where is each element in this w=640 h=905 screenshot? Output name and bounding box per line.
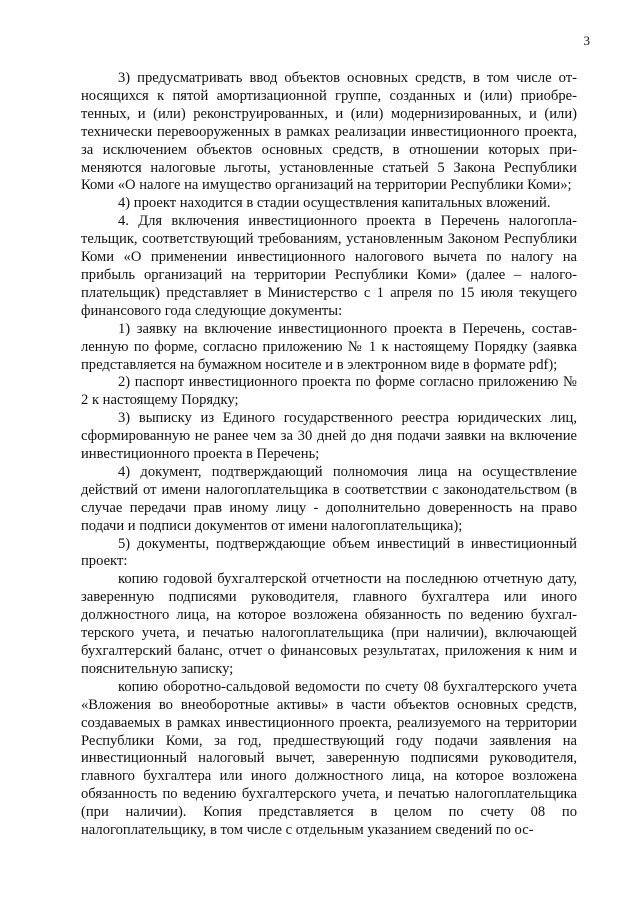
paragraph-turnover-sheet: копию оборотно-сальдовой ведомости по счету 08 бухгалтерского учета «Вложения во внеоборотные активы» в части объектов основных средств, создаваемых в рамках инвестиционного проекта, реализуемого на территории Республики Коми, за год, предшествующий году подачи заявления на инвестиционный налоговый вычет, заверенную подписями руководителя, главного бухгалтера или иного должностного лица, на которое возложена обязанность по ведению бухгалтерского учета, и печатью налогоплательщика (при наличии). Копия представляется в целом по счету 08 по налогоплательщику, в том числе с отдельным указанием сведений по ос- [81, 678, 577, 839]
paragraph-doc-1: 1) заявку на включение инвестиционного проекта в Перечень, составленную по форме, согласно приложению № 1 к настоящему Порядку (заявка представляется на бумажном носителе и в электронном виде в формате pdf); [81, 320, 577, 373]
paragraph-doc-4: 4) документ, подтверждающий полномочия лица на осуществление действий от имени налогоплательщика в соответствии с законодательством (в случае передачи прав иному лицу - дополнительно доверенность на право подачи и подписи документов от имени налогоплательщика); [81, 463, 577, 534]
paragraph-section-4: 4. Для включения инвестиционного проекта в Перечень налогоплательщик, соответствующий требованиям, установленным Законом Республики Коми «О применении инвестиционного налогового вычета по налогу на прибыль организаций на территории Республики Коми» (далее – налогоплательщик) представляет в Министерство с 1 апреля по 15 июля текущего финансового года следующие документы: [81, 213, 577, 319]
paragraph-doc-2: 2) паспорт инвестиционного проекта по форме согласно приложению № 2 к настоящему Порядку; [81, 374, 577, 409]
page-number: 3 [583, 33, 590, 48]
paragraph-doc-3: 3) выписку из Единого государственного реестра юридических лиц, сформированную не ранее чем за 30 дней до дня подачи заявки на включение инвестиционного проекта в Перечень; [81, 410, 577, 463]
document-body [81, 70, 577, 840]
paragraph-doc-5: 5) документы, подтверждающие объем инвестиций в инвестиционный проект: [81, 535, 577, 570]
paragraph-item-3: 3) предусматривать ввод объектов основных средств, в том числе относящихся к пятой амортизационной группе, созданных и (или) приобретенных, и (или) реконструированных, и (или) модернизированных, и (или) технически перевооруженных в рамках реализации инвестиционного проекта, за исключением объектов основных средств, в отношении которых применяются налоговые льготы, установленные статьей 5 Закона Республики Коми «О налоге на имущество организаций на территории Республики Коми»; [81, 70, 577, 194]
paragraph-item-4: 4) проект находится в стадии осуществления капитальных вложений. [118, 195, 551, 212]
paragraph-annual-report: копию годовой бухгалтерской отчетности на последнюю отчетную дату, заверенную подписями руководителя, главного бухгалтера или иного должностного лица, на которое возложена обязанность по ведению бухгалтерского учета, и печатью налогоплательщика (при наличии), включающей бухгалтерский баланс, отчет о финансовых результатах, приложения к ним и пояснительную записку; [81, 571, 577, 677]
